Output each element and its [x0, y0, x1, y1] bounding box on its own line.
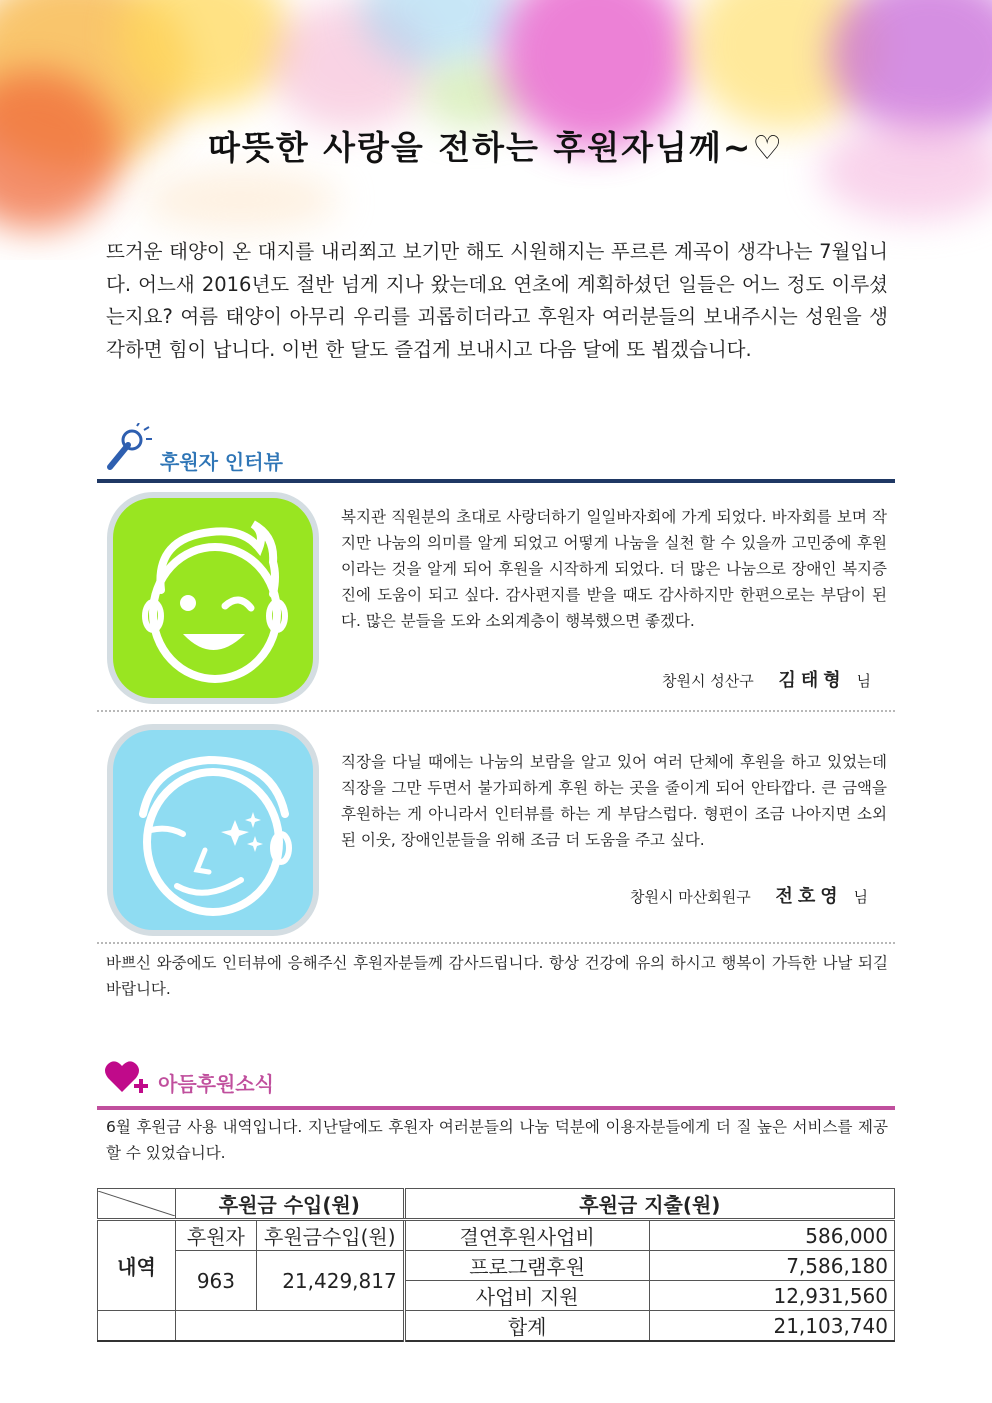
income-header: 후원금 수입(원): [176, 1189, 405, 1220]
total-label: 합계: [404, 1311, 649, 1342]
income-label: 후원금수입(원): [256, 1220, 404, 1251]
interview-2-name: 전호영: [775, 886, 843, 907]
table-total-row: [98, 1311, 895, 1342]
interview-1-name: 김태형: [778, 670, 846, 691]
expense-amount: 12,931,560: [649, 1281, 894, 1311]
star-wink-face-icon: [107, 724, 319, 936]
interview-divider: [97, 479, 895, 483]
total-amount: 21,103,740: [649, 1311, 894, 1342]
interview-closing: 바쁘신 와중에도 인터뷰에 응해주신 후원자분들께 감사드립니다. 항상 건강에 유의 하시고 행복이 가득한 나날 되길 바랍니다.: [106, 954, 888, 998]
expense-item: 사업비 지원: [404, 1281, 649, 1311]
table-row: [98, 1220, 895, 1251]
donation-table: [97, 1188, 895, 1342]
interview-heading: 후원자 인터뷰: [160, 450, 283, 474]
income-amount: 21,429,817: [256, 1251, 404, 1311]
interview-2-suffix: 님: [853, 888, 868, 906]
microphone-icon: [104, 423, 154, 473]
news-divider: [97, 1106, 895, 1110]
interview-1-location: 창원시 성산구: [662, 672, 754, 690]
intro-paragraph: 뜨거운 태양이 온 대지를 내리쬐고 보기만 해도 시원해지는 푸르른 계곡이 생각나는 7월입니다. 어느새 2016년도 절반 넘게 지나 왔는데요 연초에 계획하셨던 일들은 어느 정도 이루셨는지요? 여름 태양이 아무리 우리를 괴롭히더라고 후원자 여러분들의 보내주시는 성원을 생각하면 힘이 납니다. 이번 한 달도 즐겁게 보내시고 다음 달에 또 뵙겠습니다.: [106, 240, 888, 361]
page-title: 따뜻한 사랑을 전하는 후원자님께~♡: [208, 128, 784, 167]
table-header-row: [98, 1189, 895, 1220]
expense-amount: 7,586,180: [649, 1251, 894, 1281]
row-label: 내역: [98, 1220, 176, 1311]
dotted-divider: [97, 710, 895, 712]
expense-header: 후원금 지출(원): [404, 1189, 894, 1220]
winking-face-icon: [107, 492, 319, 704]
donors-count: 963: [176, 1251, 257, 1311]
table-row: [98, 1251, 895, 1281]
diagonal-corner-cell: [98, 1189, 176, 1220]
heart-plus-icon: [104, 1058, 150, 1100]
expense-item: 프로그램후원: [404, 1251, 649, 1281]
interview-2-text: 직장을 다닐 때에는 나눔의 보람을 알고 있어 여러 단체에 후원을 하고 있었는데 직장을 그만 두면서 불가피하게 후원 하는 곳을 줄이게 되어 안타깝다. 큰 금액을 후원하는 게 아니라서 인터뷰를 하는 게 부담스럽다. 형편이 조금 나아지면 소외된 이웃, 장애인분들을 위해 조금 더 도움을 주고 싶다.: [341, 753, 887, 849]
interview-2-location: 창원시 마산회원구: [630, 888, 751, 906]
interview-1-signature: [662, 666, 871, 692]
news-heading: 아듬후원소식: [158, 1072, 274, 1096]
expense-amount: 586,000: [649, 1220, 894, 1251]
dotted-divider: [97, 942, 895, 944]
empty-cell: [98, 1311, 176, 1342]
interview-2-signature: [630, 882, 868, 908]
interview-1-suffix: 님: [856, 672, 871, 690]
empty-cell: [176, 1311, 405, 1342]
news-summary: 6월 후원금 사용 내역입니다. 지난달에도 후원자 여러분들의 나눔 덕분에 이용자분들에게 더 질 높은 서비스를 제공할 수 있었습니다.: [106, 1118, 888, 1162]
interview-1-text: 복지관 직원분의 초대로 사랑더하기 일일바자회에 가게 되었다. 바자회를 보며 작지만 나눔의 의미를 알게 되었고 어떻게 나눔을 실천 할 수 있을까 고민중에 후원이라는 것을 알게 되어 후원을 시작하게 되었다. 더 많은 나눔으로 장애인 복지증진에 도움이 되고 싶다. 감사편지를 받을 때도 감사하지만 한편으로는 부담이 된다. 많은 분들을 도와 소외계층이 행복했으면 좋겠다.: [341, 508, 887, 630]
expense-item: 결연후원사업비: [404, 1220, 649, 1251]
donors-label: 후원자: [176, 1220, 257, 1251]
